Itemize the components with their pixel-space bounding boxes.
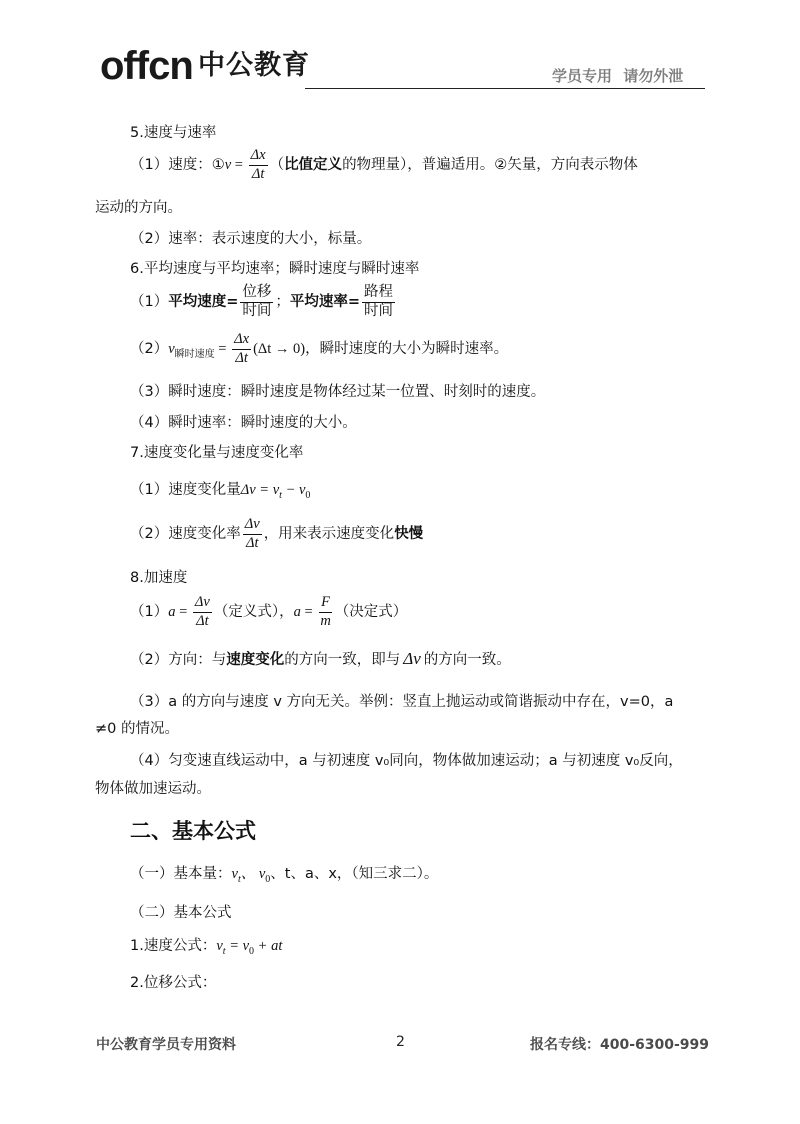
- s8-line-1: [130, 592, 407, 632]
- numerator: Δx: [249, 148, 268, 165]
- fraction-dx-dt: [232, 332, 251, 365]
- subscript: t: [279, 489, 282, 501]
- s6-line-3: （3）瞬时速度：瞬时速度是物体经过某一位置、时刻时的速度。: [130, 384, 546, 400]
- s6-line-2: [130, 332, 508, 372]
- basic-formulas-subtitle: （二）基本公式: [130, 905, 232, 921]
- math-formula: + at: [254, 938, 283, 954]
- bold-term: 快慢: [394, 526, 424, 542]
- subscript: 0: [249, 945, 255, 957]
- text: ，用来表示速度变化: [263, 526, 395, 542]
- s7-line-2: [130, 514, 423, 554]
- text: （2）方向：与: [130, 652, 227, 668]
- text: （1）: [130, 294, 169, 310]
- s8-line-4-cont: 物体做加速运动。: [95, 781, 211, 797]
- text: （2）: [130, 341, 169, 357]
- section-8-title: 8.加速度: [130, 570, 188, 586]
- text: ；: [275, 294, 290, 310]
- text: （: [269, 157, 285, 173]
- s6-line-4: （4）瞬时速率：瞬时速度的大小。: [130, 415, 357, 431]
- subscript: t: [222, 945, 226, 957]
- bold-term: 比值定义: [284, 157, 343, 173]
- text: （一）基本量：: [130, 866, 232, 882]
- denominator: Δt: [245, 534, 259, 551]
- text: （决定式）: [334, 604, 408, 620]
- s5-line-2: （2）速率：表示速度的大小，标量。: [130, 231, 372, 247]
- s6-line-1: [130, 282, 397, 322]
- header-rule: [305, 88, 705, 89]
- logo-offcn: offcn: [100, 44, 193, 88]
- denominator: Δt: [251, 165, 265, 182]
- fraction-distance-time: [362, 285, 395, 318]
- section-5-title: 5.速度与速率: [130, 125, 217, 141]
- subscript: 瞬时速度: [174, 348, 215, 360]
- math-v: 、 v: [240, 866, 266, 882]
- subscript: 0: [305, 489, 311, 501]
- text: （1）: [130, 604, 169, 620]
- math-a: a: [168, 604, 176, 620]
- math-limit: (Δt → 0): [253, 341, 306, 357]
- s5-line-1: [130, 148, 638, 182]
- page-number: 2: [396, 1034, 405, 1050]
- s8-line-3: （3）a 的方向与速度 v 方向无关。举例：竖直上抛运动或简谐振动中存在，v=0，a: [130, 694, 674, 710]
- text: （1）速度：①: [130, 157, 225, 173]
- math-dv: Δv: [403, 649, 421, 668]
- s7-line-1: [130, 478, 310, 501]
- subscript: 0: [265, 873, 271, 885]
- fraction-dv-dt: [243, 517, 262, 550]
- math-v: v: [168, 341, 175, 357]
- numerator: Δv: [243, 517, 262, 534]
- text: （1）速度变化量: [130, 482, 241, 498]
- s8-line-4: （4）匀变速直线运动中，a 与初速度 v₀同向，物体做加速运动；a 与初速度 v₀反向，: [130, 753, 683, 769]
- section-heading-basic-formulas: 二、基本公式: [130, 819, 256, 843]
- bold-term: 速度变化: [226, 652, 285, 668]
- text: 的物理量），普遍适用。②矢量，方向表示物体: [342, 157, 638, 173]
- text: 、t、a、x，（知三求二）。: [270, 866, 439, 882]
- numerator: 位移: [240, 285, 273, 302]
- text: （定义式），: [213, 604, 294, 620]
- math-eq: =: [175, 604, 191, 620]
- math-a: a: [293, 604, 301, 620]
- denominator: 时间: [242, 302, 272, 319]
- denominator: m: [320, 612, 331, 629]
- basic-quantities-line: [130, 862, 438, 885]
- math-formula: = v: [225, 938, 250, 954]
- fraction-f-m: [318, 595, 332, 628]
- text: 的方向一致。: [423, 652, 511, 668]
- numerator: F: [319, 595, 332, 612]
- section-7-title: 7.速度变化量与速度变化率: [130, 445, 304, 461]
- text: ，瞬时速度的大小为瞬时速率。: [305, 341, 509, 357]
- math-formula: − v: [281, 482, 306, 498]
- text: 1.速度公式：: [130, 938, 217, 954]
- math-v: v: [216, 938, 223, 954]
- math-eq: =: [231, 157, 247, 173]
- text: 的方向一致，即与: [284, 652, 401, 668]
- numerator: 路程: [362, 285, 395, 302]
- numerator: Δv: [193, 595, 212, 612]
- footer-right: 报名专线：400-6300-999: [530, 1037, 710, 1053]
- math-v: v: [224, 157, 232, 173]
- numerator: Δx: [232, 332, 251, 349]
- footer-left: 中公教育学员专用资料: [96, 1037, 236, 1053]
- math-eq: =: [300, 604, 317, 620]
- logo-chinese: 中公教育: [198, 50, 310, 81]
- velocity-formula-line: [130, 934, 282, 957]
- displacement-formula-line: 2.位移公式：: [130, 975, 217, 991]
- fraction-displacement-time: [240, 285, 273, 318]
- denominator: Δt: [235, 349, 248, 366]
- s8-line-2: [130, 648, 511, 669]
- math-eq: =: [214, 341, 231, 357]
- math-v: v: [231, 866, 238, 882]
- bold-term: 平均速率=: [289, 294, 361, 310]
- denominator: 时间: [364, 302, 394, 319]
- subscript: t: [237, 873, 241, 885]
- text: （2）速度变化率: [130, 526, 241, 542]
- section-6-title: 6.平均速度与平均速率；瞬时速度与瞬时速率: [130, 261, 420, 277]
- math-formula: Δv = v: [240, 482, 280, 498]
- s5-line-1-cont: 运动的方向。: [95, 200, 182, 216]
- s8-line-3-cont: ≠0 的情况。: [95, 721, 179, 737]
- header-notice: 学员专用 请勿外泄: [552, 67, 684, 85]
- bold-term: 平均速度=: [168, 294, 239, 310]
- fraction-dv-dt: [193, 595, 212, 628]
- fraction-dx-dt: [249, 148, 268, 181]
- denominator: Δt: [196, 612, 209, 629]
